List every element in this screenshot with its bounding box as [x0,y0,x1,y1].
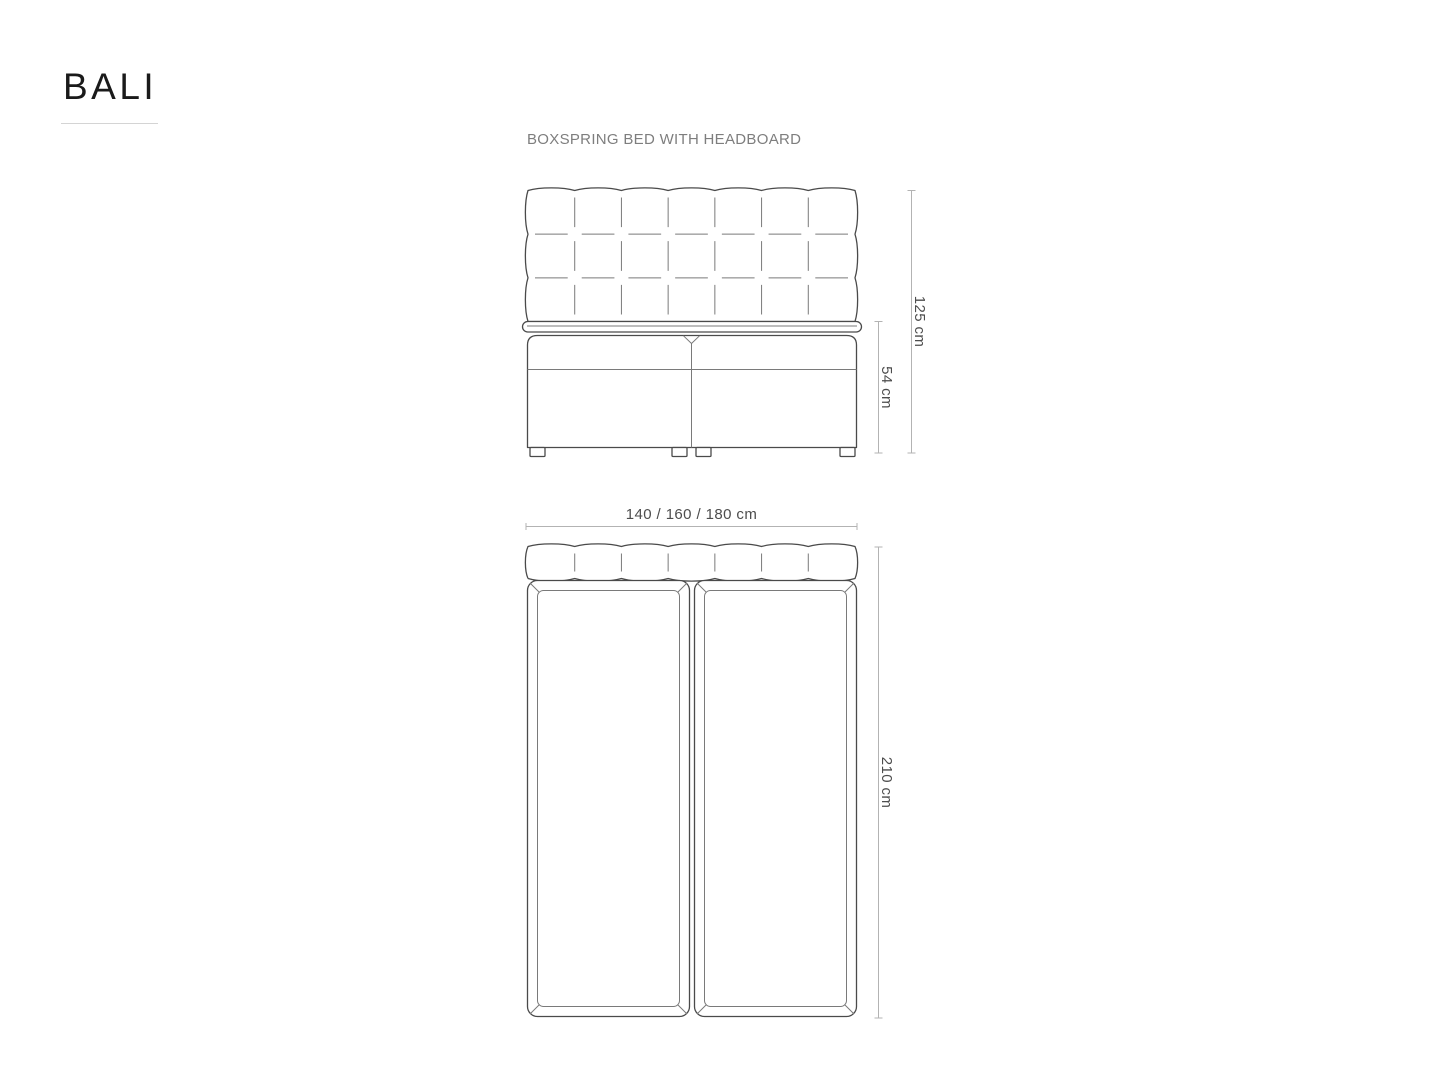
bed-foot-left [530,448,545,457]
front-view [523,188,929,457]
headboard-front-tufting [525,188,857,322]
drawing-subtitle: BOXSPRING BED WITH HEADBOARD [527,131,802,148]
headboard-top-pillows [525,544,857,581]
bed-foot-center-left [672,448,687,457]
dimension-label-width: 140 / 160 / 180 cm [625,506,758,523]
dimension-line-width [526,523,857,530]
dimension-label-total-height: 125 cm [911,295,929,348]
dimension-label-base-height: 54 cm [878,366,896,409]
bed-foot-right [840,448,855,457]
bed-foot-center-right [696,448,711,457]
mattress-left-outer [528,581,690,1017]
page-title: BALI [63,66,158,107]
headboard-rail [523,322,862,333]
mattress-right-outer [695,581,857,1017]
top-view [525,506,895,1018]
dimension-label-length: 210 cm [878,756,896,809]
